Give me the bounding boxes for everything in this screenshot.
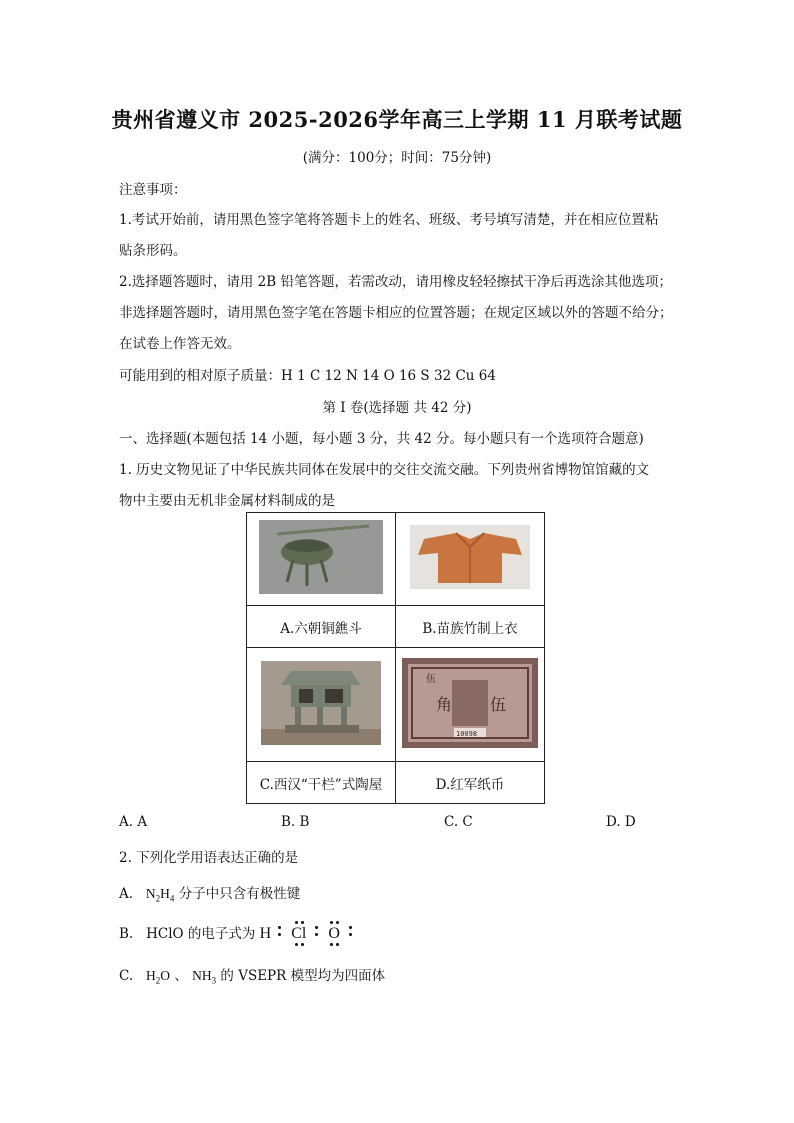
- exam-title: 贵州省遵义市 2025-2026学年高三上学期 11 月联考试题: [111, 107, 683, 132]
- banknote-wu-text: 伍: [490, 694, 507, 714]
- exam-subtitle: (满分：100分；时间：75分钟): [302, 150, 492, 166]
- formula-nh: NH: [192, 968, 212, 983]
- bronze-vessel-photo: [259, 520, 383, 594]
- note-line: 在试卷上作答无效。: [119, 336, 241, 352]
- q2-option-b[interactable]: [119, 922, 356, 943]
- formula-sub: 2: [155, 975, 161, 986]
- formula-n2h4: [145, 886, 175, 904]
- formula-sub: 4: [169, 893, 175, 904]
- item-b-label: B.苗族竹制上衣: [396, 606, 545, 648]
- q2-stem: 2. 下列化学用语表达正确的是: [119, 850, 299, 866]
- q1-stem: 物中主要由无机非金属材料制成的是: [119, 493, 335, 509]
- jacket-photo: [410, 525, 530, 589]
- q1-option-c[interactable]: C. C: [444, 814, 473, 830]
- q1-option-a[interactable]: A. A: [119, 814, 148, 830]
- option-c-prefix: C.: [119, 968, 134, 984]
- q1-option-d[interactable]: D. D: [606, 814, 636, 830]
- option-a-text: 分子中只含有极性键: [178, 886, 301, 902]
- electron-pair-dots: [348, 924, 354, 938]
- section-title: 第 I 卷(选择题 共 42 分): [322, 400, 472, 416]
- atom-o: [328, 925, 340, 943]
- item-c-image-cell: [247, 648, 396, 762]
- pottery-house-photo: [261, 661, 381, 745]
- q1-items-table: [246, 512, 545, 804]
- item-d-image-cell: [396, 648, 545, 762]
- banknote-serial: 10098: [456, 729, 478, 738]
- note-line: 1.考试开始前，请用黑色签字笔将答题卡上的姓名、班级、考号填写清楚，并在相应位置粘: [119, 212, 659, 228]
- note-line: 非选择题答题时，请用黑色签字笔在答题卡相应的位置答题；在规定区域以外的答题不给分；: [119, 305, 673, 321]
- banknote-photo: [402, 658, 538, 748]
- formula-h: H: [160, 886, 170, 901]
- separator: 、: [174, 968, 188, 984]
- option-c-text: 的 VSEPR 模型均为四面体: [220, 968, 386, 984]
- banknote-jiao-text: 角: [436, 694, 453, 714]
- q2-option-c[interactable]: [119, 964, 385, 986]
- item-a-label: A.六朝铜鐎斗: [247, 606, 396, 648]
- item-c-label: C.西汉“干栏”式陶屋: [247, 762, 396, 804]
- formula-sub: 3: [211, 975, 217, 986]
- item-d-label: D.红军纸币: [396, 762, 545, 804]
- q2-option-a[interactable]: [119, 882, 300, 904]
- formula-n: N: [145, 886, 156, 901]
- formula-o: O: [160, 968, 171, 983]
- atom-h: H: [259, 925, 272, 942]
- atom-cl-symbol: Cl: [291, 925, 307, 942]
- q1-stem: 1. 历史文物见证了中华民族共同体在发展中的交往交流交融。下列贵州省博物馆馆藏的文: [119, 462, 650, 478]
- note-line: 2.选择题答题时，请用 2B 铅笔答题，若需改动，请用橡皮轻轻擦拭干净后再选涂其他选项；: [119, 274, 672, 290]
- item-a-image-cell: [247, 513, 396, 606]
- option-b-prefix: B.: [119, 926, 134, 942]
- electron-pair-dots: [314, 924, 320, 938]
- q1-option-b[interactable]: B. B: [281, 814, 310, 830]
- part-intro: 一、选择题(本题包括 14 小题，每小题 3 分，共 42 分。每小题只有一个选项符合题意): [119, 431, 644, 447]
- atom-o-symbol: O: [328, 925, 340, 942]
- note-line: 贴条形码。: [119, 243, 187, 259]
- notes-heading: 注意事项：: [119, 182, 187, 198]
- atomic-masses: 可能用到的相对原子质量：H 1 C 12 N 14 O 16 S 32 Cu 64: [119, 368, 496, 384]
- formula-sub: 2: [155, 893, 161, 904]
- option-a-prefix: A.: [119, 886, 134, 902]
- electron-pair-dots: [277, 924, 283, 938]
- banknote-corner-text: 伍: [426, 673, 436, 685]
- electron-formula: [260, 925, 356, 942]
- formula-nh3: [192, 968, 217, 986]
- option-b-text: HClO 的电子式为: [146, 926, 256, 942]
- item-b-image-cell: [396, 513, 545, 606]
- formula-h: H: [146, 968, 156, 983]
- formula-h2o: [146, 968, 171, 986]
- atom-cl: [291, 925, 306, 943]
